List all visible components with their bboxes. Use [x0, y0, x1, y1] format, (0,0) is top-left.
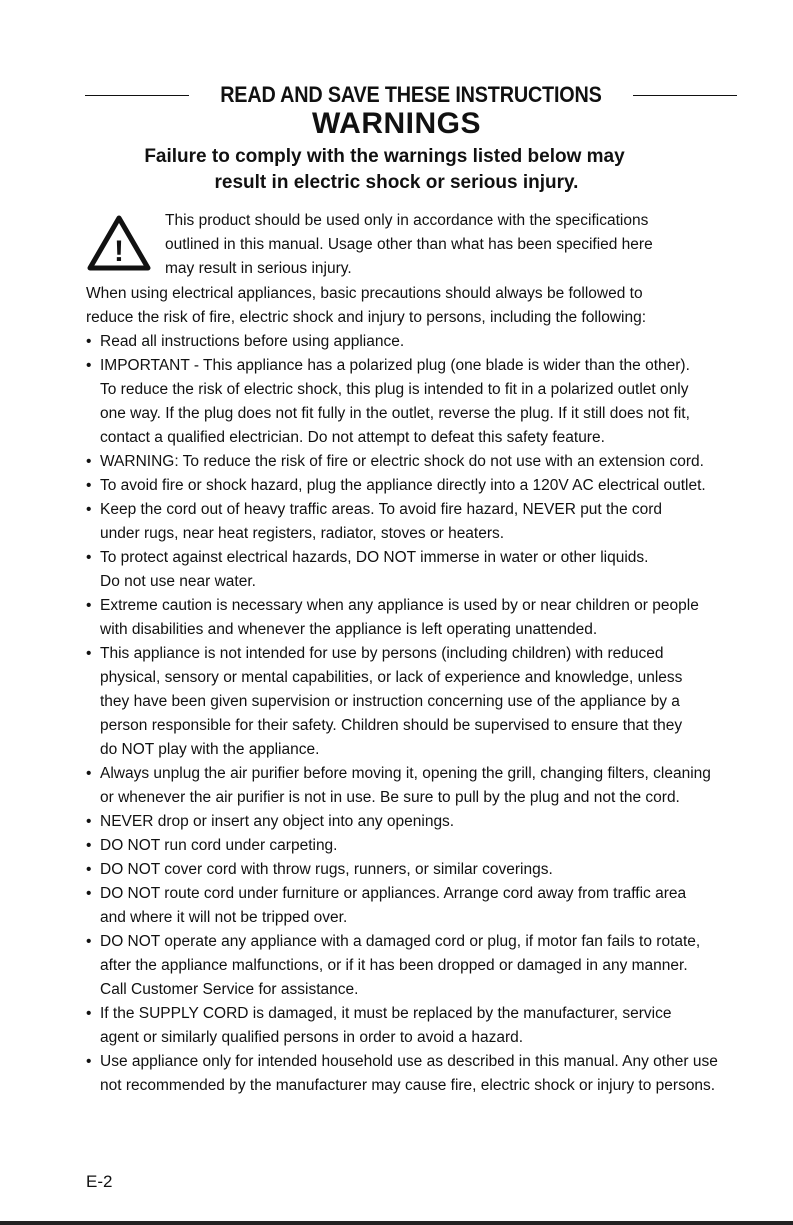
safety-item [86, 930, 776, 1002]
bullet-marker: • [86, 597, 92, 614]
safety-item-line: To protect against electrical hazards, DO NOT immerse in water or other liquids. [100, 549, 649, 566]
bullet-marker: • [86, 453, 92, 470]
safety-item [86, 810, 776, 834]
safety-item-line: with disabilities and whenever the appliance is left operating unattended. [100, 621, 598, 638]
safety-item [86, 594, 776, 642]
bullet-marker: • [86, 477, 92, 494]
safety-item-line: IMPORTANT - This appliance has a polarized plug (one blade is wider than the other). [100, 357, 690, 374]
bullet-marker: • [86, 837, 92, 854]
warning-subtitle-line-2: result in electric shock or serious injury. [214, 172, 579, 193]
safety-item-line: DO NOT cover cord with throw rugs, runners, or similar coverings. [100, 861, 553, 878]
safety-item-line: contact a qualified electrician. Do not attempt to defeat this safety feature. [100, 429, 605, 446]
warnings-title: WARNINGS [312, 107, 481, 140]
bullet-marker: • [86, 765, 92, 782]
warning-subtitle-line-1: Failure to comply with the warnings listed below may [144, 146, 625, 167]
header-rule-right [633, 95, 737, 96]
intro-line: outlined in this manual. Usage other than what has been specified here [165, 236, 653, 253]
safety-item-line: person responsible for their safety. Children should be supervised to ensure that they [100, 717, 683, 734]
safety-item-line: agent or similarly qualified persons in order to avoid a hazard. [100, 1029, 524, 1046]
safety-item-line: WARNING: To reduce the risk of fire or electric shock do not use with an extension cord. [100, 453, 704, 470]
safety-item [86, 354, 776, 450]
header-title: READ AND SAVE THESE INSTRUCTIONS [220, 82, 602, 107]
safety-item [86, 882, 776, 930]
safety-item-line: physical, sensory or mental capabilities, or lack of experience and knowledge, unless [100, 669, 683, 686]
bullet-marker: • [86, 357, 92, 374]
safety-item-line: NEVER drop or insert any object into any openings. [100, 813, 455, 830]
safety-item-line: Keep the cord out of heavy traffic areas. To avoid fire hazard, NEVER put the cord [100, 501, 663, 518]
intro-line: may result in serious injury. [165, 260, 352, 277]
safety-item-line: after the appliance malfunctions, or if it has been dropped or damaged in any manner. [100, 957, 688, 974]
header-row [85, 80, 737, 110]
safety-item-line: one way. If the plug does not fit fully in the outlet, reverse the plug. If it still does not fit, [100, 405, 690, 422]
bullet-marker: • [86, 501, 92, 518]
safety-item [86, 858, 776, 882]
bullet-marker: • [86, 933, 92, 950]
safety-item-line: DO NOT route cord under furniture or appliances. Arrange cord away from traffic area [100, 885, 687, 902]
safety-item-line: This appliance is not intended for use by persons (including children) with reduced [100, 645, 664, 662]
preamble-line: When using electrical appliances, basic precautions should always be followed to [86, 285, 643, 302]
safety-item [86, 1002, 776, 1050]
safety-item-line: To reduce the risk of electric shock, this plug is intended to fit in a polarized outlet only [100, 381, 689, 398]
safety-instructions-list [86, 330, 776, 1098]
safety-item-line: Call Customer Service for assistance. [100, 981, 359, 998]
safety-item-line: and where it will not be tripped over. [100, 909, 348, 926]
safety-item [86, 498, 776, 546]
safety-item [86, 834, 776, 858]
preamble-paragraph [86, 282, 766, 330]
warning-glyph: ! [114, 235, 124, 268]
bullet-marker: • [86, 645, 92, 662]
bullet-marker: • [86, 1053, 92, 1070]
intro-paragraph [165, 209, 745, 281]
safety-item-line: If the SUPPLY CORD is damaged, it must be replaced by the manufacturer, service [100, 1005, 672, 1022]
safety-item-line: or whenever the air purifier is not in use. Be sure to pull by the plug and not the cord. [100, 789, 680, 806]
safety-item-line: under rugs, near heat registers, radiator, stoves or heaters. [100, 525, 505, 542]
safety-item-line: DO NOT operate any appliance with a damaged cord or plug, if motor fan fails to rotate, [100, 933, 701, 950]
preamble-line: reduce the risk of fire, electric shock and injury to persons, including the following: [86, 309, 647, 326]
safety-item [86, 546, 776, 594]
intro-line: This product should be used only in accordance with the specifications [165, 212, 649, 229]
bullet-marker: • [86, 861, 92, 878]
safety-item [86, 762, 776, 810]
bullet-marker: • [86, 1005, 92, 1022]
safety-item-line: Extreme caution is necessary when any appliance is used by or near children or people [100, 597, 699, 614]
safety-item-line: not recommended by the manufacturer may cause fire, electric shock or injury to persons. [100, 1077, 716, 1094]
bullet-marker: • [86, 885, 92, 902]
safety-item-line: they have been given supervision or instruction concerning use of the appliance by a [100, 693, 680, 710]
bullet-marker: • [86, 549, 92, 566]
bullet-marker: • [86, 813, 92, 830]
safety-item-line: do NOT play with the appliance. [100, 741, 320, 758]
safety-item [86, 330, 776, 354]
safety-item [86, 450, 776, 474]
warning-triangle-icon [86, 214, 152, 272]
page-bottom-edge [0, 1221, 793, 1225]
header-rule-left [85, 95, 189, 96]
page-number: E-2 [86, 1172, 113, 1191]
safety-item-line: To avoid fire or shock hazard, plug the appliance directly into a 120V AC electrical outlet. [100, 477, 706, 494]
bullet-marker: • [86, 333, 92, 350]
safety-item [86, 642, 776, 762]
safety-item-line: Always unplug the air purifier before moving it, opening the grill, changing filters, cleaning [100, 765, 711, 782]
safety-item-line: DO NOT run cord under carpeting. [100, 837, 338, 854]
safety-item-line: Use appliance only for intended household use as described in this manual. Any other use [100, 1053, 718, 1070]
safety-item [86, 1050, 776, 1098]
safety-item-line: Do not use near water. [100, 573, 256, 590]
safety-item-line: Read all instructions before using appliance. [100, 333, 405, 350]
safety-item [86, 474, 776, 498]
